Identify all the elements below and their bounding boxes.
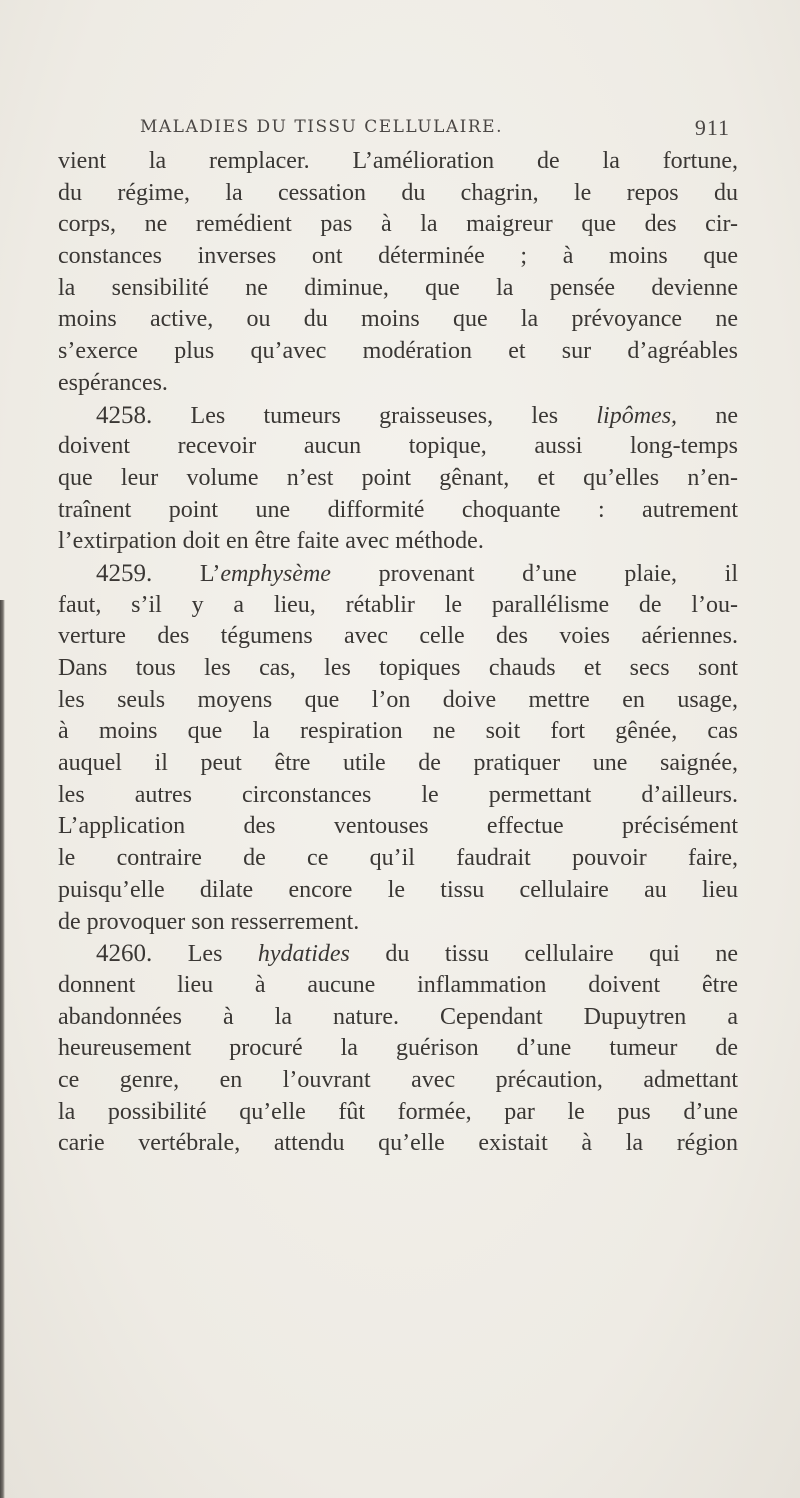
text-fragment: L’: [152, 560, 221, 587]
binding-edge: [0, 600, 5, 1498]
running-title: MALADIES DU TISSU CELLULAIRE.: [140, 117, 503, 137]
text-line: du régime, la cessation du chagrin, le repos du: [58, 179, 738, 206]
paragraph-number: 4258.: [96, 401, 153, 429]
text-line: de provoquer son resserrement.: [58, 908, 360, 935]
text-line: vient la remplacer. L’amélioration de la fortune,: [58, 148, 738, 174]
text-line: ce genre, en l’ouvrant avec précaution, admettant: [58, 1066, 738, 1093]
paragraph-number: 4259.: [96, 559, 153, 587]
text-line: donnent lieu à aucune inflammation doivent être: [58, 971, 738, 998]
text-line: traînent point une difformité choquante : autrement: [58, 496, 738, 523]
text-line: doivent recevoir aucun topique, aussi long-temps: [58, 433, 738, 460]
italic-term: emphysème: [220, 560, 331, 587]
italic-term: hydatides: [257, 941, 350, 968]
text-line: espérances.: [58, 369, 168, 396]
text-fragment: ne: [677, 402, 739, 429]
text-line: la possibilité qu’elle fût formée, par le pus d’une: [58, 1098, 738, 1125]
text-line: faut, s’il y a lieu, rétablir le parallélisme de l’ou-: [58, 591, 738, 618]
text-line: le contraire de ce qu’il faudrait pouvoir faire,: [58, 845, 738, 872]
paragraph-start-line: [58, 400, 738, 432]
italic-term: lipômes,: [596, 402, 678, 429]
text-line: puisqu’elle dilate encore le tissu cellulaire au lieu: [58, 876, 738, 903]
text-line: les autres circonstances le permettant d’ailleurs.: [58, 781, 738, 808]
text-fragment: Les: [152, 941, 258, 968]
text-line: L’application des ventouses effectue précisément: [58, 813, 738, 840]
paragraph-number: 4260.: [96, 940, 153, 968]
text-line: s’exerce plus qu’avec modération et sur d’agréables: [58, 338, 738, 365]
page-header: [140, 117, 730, 141]
text-fragment: Les tumeurs graisseuses, les: [152, 402, 597, 429]
paragraph-start-line: [58, 558, 738, 590]
text-line: Dans tous les cas, les topiques chauds et secs sont: [58, 655, 738, 681]
text-line: à moins que la respiration ne soit fort gênée, cas: [58, 718, 738, 745]
body-text: [58, 146, 738, 1160]
text-fragment: provenant d’une plaie, il: [330, 560, 739, 587]
text-line: auquel il peut être utile de pratiquer une saignée,: [58, 750, 738, 777]
text-line: que leur volume n’est point gênant, et qu’elles n’en-: [58, 464, 738, 491]
text-line: carie vertébrale, attendu qu’elle existait à la région: [58, 1130, 738, 1157]
page-number: 911: [694, 115, 730, 140]
text-line: les seuls moyens que l’on doive mettre en usage,: [58, 686, 738, 713]
text-line: l’extirpation doit en être faite avec méthode.: [58, 528, 484, 555]
text-line: la sensibilité ne diminue, que la pensée devienne: [58, 274, 738, 301]
text-line: verture des tégumens avec celle des voies aériennes.: [58, 623, 738, 650]
paragraph-start-line: [58, 938, 738, 970]
text-line: moins active, ou du moins que la prévoyance ne: [58, 306, 738, 333]
text-line: corps, ne remédient pas à la maigreur que des cir-: [58, 211, 738, 238]
text-line: heureusement procuré la guérison d’une tumeur de: [58, 1035, 738, 1062]
text-fragment: du tissu cellulaire qui ne: [349, 941, 738, 968]
text-line: constances inverses ont déterminée ; à moins que: [58, 243, 738, 270]
text-line: abandonnées à la nature. Cependant Dupuytren a: [58, 1003, 738, 1030]
